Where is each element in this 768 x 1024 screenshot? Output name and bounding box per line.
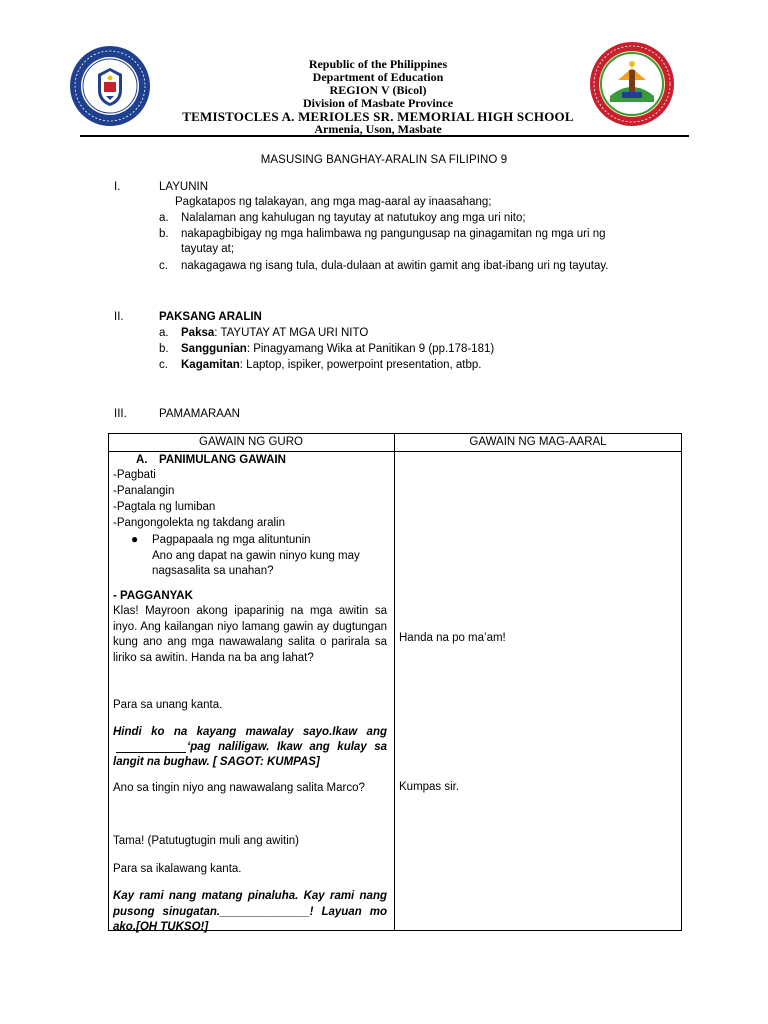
section2-item-a-text: : TAYUTAY AT MGA URI NITO <box>214 327 369 339</box>
pagganyak-title: - PAGGANYAK <box>113 590 193 602</box>
pagganyak-text: Klas! Mayroon akong ipaparinig na mga awitin sa inyo. Ang kailangan niyo lamang gawin ay dugtungan kung ano ang mga nawawalang salita o parirala sa liriko sa awitin. Handa na ba ang lahat? <box>113 605 387 664</box>
header-block <box>120 58 636 136</box>
section3-title: PAMAMARAAN <box>159 408 240 420</box>
routine-panalangin: -Panalangin <box>113 485 175 497</box>
header-school-name: TEMISTOCLES A. MERIOLES SR. MEMORIAL HIGH SCHOOL <box>182 109 574 124</box>
table-column-divider <box>394 433 395 931</box>
section2-item-c-letter: c. <box>159 359 168 371</box>
student-response-kumpas: Kumpas sir. <box>399 781 460 793</box>
section1-item-b-letter: b. <box>159 228 169 240</box>
question-marco: Ano sa tingin niyo ang nawawalang salita Marco? <box>113 782 365 794</box>
lyric1-line3: langit na bughaw. [ SAGOT: KUMPAS] <box>113 756 320 768</box>
section2-item-c <box>181 359 481 371</box>
section2-item-c-text: : Laptop, ispiker, powerpoint presentation, atbp. <box>239 359 482 371</box>
section2-title: PAKSANG ARALIN <box>159 311 262 323</box>
section2-item-a-label: Paksa <box>181 327 215 339</box>
section1-item-b: nakapagbibigay ng mga halimbawa ng pangungusap na ginagamitan ng mga uri ng <box>181 228 606 240</box>
section1-item-c-letter: c. <box>159 260 168 272</box>
table-header-student: GAWAIN NG MAG-AARAL <box>469 436 607 448</box>
header-line-region: REGION V (Bicol) <box>329 83 427 97</box>
section1-item-a-letter: a. <box>159 212 169 224</box>
table-header-divider <box>108 451 682 452</box>
header-line-republic: Republic of the Philippines <box>308 57 448 71</box>
section2-item-b <box>181 343 494 355</box>
section2-item-a <box>181 327 368 339</box>
header-line-department: Department of Education <box>312 70 444 84</box>
section3-number: III. <box>114 408 127 420</box>
section2-item-b-label: Sanggunian <box>181 343 247 355</box>
section2-item-c-label: Kagamitan <box>181 359 240 371</box>
routine-pagbati: -Pagbati <box>113 469 156 481</box>
bullet-question-1: Ano ang dapat na gawin ninyo kung may <box>152 550 360 562</box>
header-address: Armenia, Uson, Masbate <box>314 122 442 136</box>
section1-item-a: Nalalaman ang kahulugan ng tayutay at natutukoy ang mga uri nito; <box>181 212 526 224</box>
lyric1-blank <box>116 751 186 753</box>
section1-title: LAYUNIN <box>159 181 208 193</box>
section2-number: II. <box>114 311 124 323</box>
sub-a-letter: A. <box>136 454 148 466</box>
bullet-question-2: nagsasalita sa unahan? <box>152 565 274 577</box>
section1-item-b-cont: tayutay at; <box>181 243 235 255</box>
document-title: MASUSING BANGHAY-ARALIN SA FILIPINO 9 <box>260 154 508 166</box>
second-song-label: Para sa ikalawang kanta. <box>113 863 242 875</box>
header-divider <box>80 135 689 137</box>
student-response-ready: Handa na po ma’am! <box>399 632 506 644</box>
section2-item-b-text: : Pinagyamang Wika at Panitikan 9 (pp.178-181) <box>246 343 495 355</box>
tama-note: Tama! (Patutugtugin muli ang awitin) <box>113 835 300 847</box>
bullet-title: Pagpapaala ng mga alituntunin <box>152 534 311 546</box>
lyric1-line2: ‘pag naliligaw. Ikaw ang kulay sa <box>187 741 387 753</box>
section1-item-c: nakagagawa ng isang tula, dula-dulaan at awitin gamit ang ibat-ibang uri ng tayutay. <box>181 260 609 272</box>
section2-item-b-letter: b. <box>159 343 169 355</box>
table-header-teacher: GAWAIN NG GURO <box>199 436 303 448</box>
bullet-dot-icon: ● <box>131 532 139 546</box>
header-line-division: Division of Masbate Province <box>302 96 454 110</box>
section1-number: I. <box>114 181 121 193</box>
first-song-label: Para sa unang kanta. <box>113 699 223 711</box>
sub-a-title: PANIMULANG GAWAIN <box>159 454 286 466</box>
routine-pangongolekta: -Pangongolekta ng takdang aralin <box>113 517 285 529</box>
routine-pagtala: -Pagtala ng lumiban <box>113 501 216 513</box>
lyric1-line1: Hindi ko na kayang mawalay sayo.Ikaw ang <box>113 726 387 738</box>
section1-intro: Pagkatapos ng talakayan, ang mga mag-aaral ay inaasahang; <box>175 196 492 208</box>
lyric2-text: Kay rami nang matang pinaluha. Kay rami nang pusong sinugatan.______________! Layuan mo ako.[OH TUKSO!] <box>113 890 387 933</box>
section2-item-a-letter: a. <box>159 327 169 339</box>
